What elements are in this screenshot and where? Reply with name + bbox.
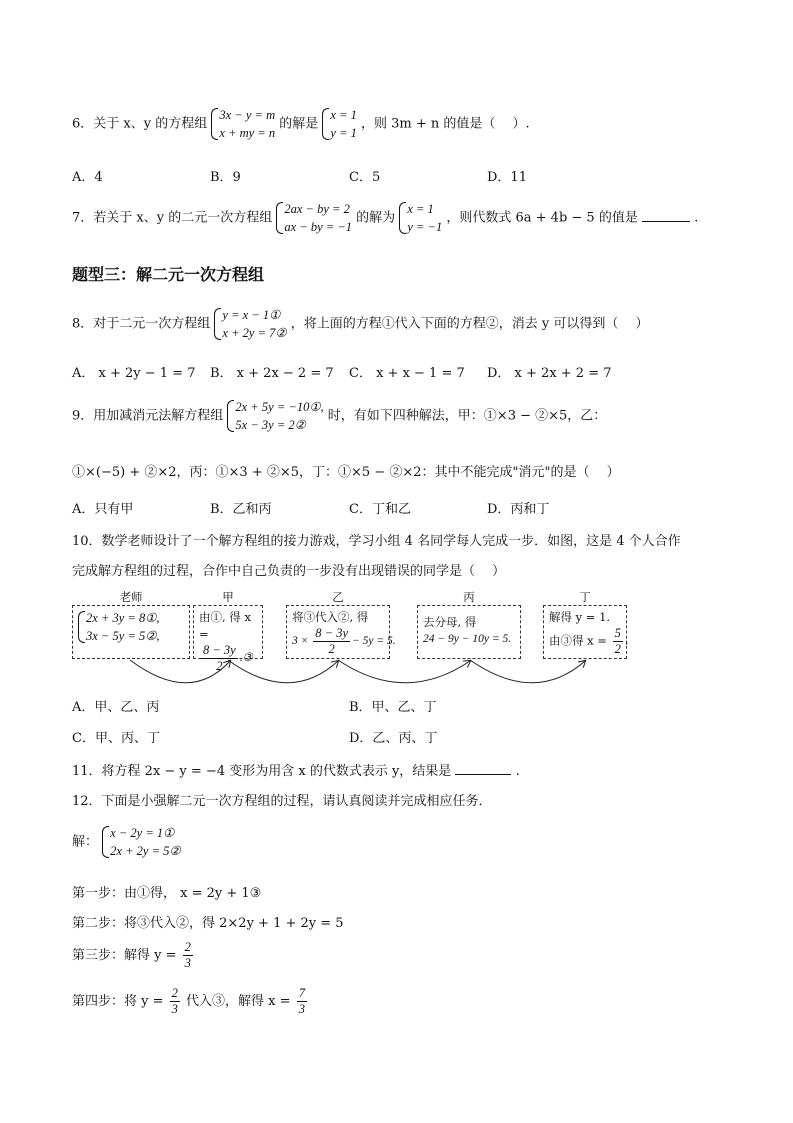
q12-step4-fraction-x (297, 986, 307, 1017)
yi-tail: − 5y = 5. (352, 635, 396, 648)
q6-option-b: B．9 (210, 170, 241, 185)
bing-line2: 24 − 9y − 10y = 5. (423, 633, 512, 645)
q12-step4-num2: 7 (298, 986, 305, 1000)
q12-step4 (72, 986, 309, 1017)
section-heading: 题型三：解二元一次方程组 (72, 265, 265, 284)
q12-step4-den: 3 (171, 1002, 178, 1016)
arrow-teacher-to-jia (130, 660, 230, 683)
q6-option-a: A．4 (72, 170, 103, 185)
q7-sol1: x = 1 (407, 202, 434, 216)
q9-option-d: D．丙和丁 (487, 502, 550, 517)
q10-line2: 完成解方程组的过程，合作中自己负责的一步没有出现错误的同学是（ ） (72, 564, 506, 579)
q7-eq2: ax − by = −1 (284, 220, 353, 234)
q9-line2: ①×(−5) + ②×2，丙：①×3 + ②×5，丁：①×5 − ②×2：其中不能完成"消元"的是（ ） (72, 465, 620, 480)
q12-step1: 第一步：由①得， x = 2y + 1③ (72, 886, 262, 901)
q6-eq2: x + my = n (219, 126, 276, 140)
arrow-bing-to-ding (470, 660, 585, 683)
q7-eq1: 2ax − by = 2 (284, 202, 350, 216)
box-label-jia: 甲 (222, 590, 234, 604)
q10-option-d: D．乙、丙、丁 (349, 731, 438, 746)
q9-eq1: 2x + 5y = −10①, (235, 400, 324, 414)
q8-suffix: ，将上面的方程①代入下面的方程②，消去 y 可以得到（ ） (290, 316, 649, 332)
q8-option-d: D． x + 2x + 2 = 7 (487, 366, 612, 381)
q7-prefix: 7．若关于 x、y 的二元一次方程组 (72, 210, 273, 226)
q7-mid: 的解为 (356, 210, 396, 226)
jia-frac-den: 2 (216, 659, 223, 673)
q10-line1: 10．数学老师设计了一个解方程组的接力游戏，学习小组 4 名同学每人完成一步．如图，这是 4 个人合作 (72, 534, 681, 549)
q8-option-c: C． x + x − 1 = 7 (349, 366, 465, 381)
q9-suffix: 时，有如下四种解法，甲：①×3 − ②×5，乙： (327, 408, 607, 424)
q6-option-d: D．11 (487, 170, 527, 185)
q12-solution (72, 824, 181, 860)
q12-text: 12．下面是小强解二元一次方程组的过程，请认真阅读并完成相应任务． (72, 794, 492, 809)
q6-suffix: ，则 3m + n 的值是（ ）. (361, 116, 530, 132)
q8-option-b: B． x + 2x − 2 = 7 (210, 366, 334, 381)
q11-end: . (515, 764, 520, 779)
q10-option-c: C．甲、丙、丁 (72, 731, 160, 746)
yi-line1: 将③代入②, 得 (292, 610, 369, 624)
q12-eq1: x − 2y = 1① (110, 826, 175, 840)
question-11 (72, 760, 520, 779)
yi-frac-den: 2 (328, 642, 335, 656)
q12-step4-num: 2 (171, 986, 178, 1000)
box-label-yi: 乙 (332, 590, 344, 604)
q9-prefix: 9．用加减消元法解方程组 (72, 408, 224, 424)
box-label-teacher: 老师 (119, 590, 143, 604)
q12-step3-fraction (183, 940, 193, 971)
q12-step3-num: 2 (184, 940, 191, 954)
teacher-eq2: 3x − 5y = 5②, (86, 629, 160, 643)
q11-answer-blank[interactable] (455, 762, 511, 775)
q12-step3 (72, 940, 195, 971)
box-label-bing: 丙 (463, 590, 475, 604)
q12-step4-mid: 代入③，解得 x = (186, 994, 291, 1009)
ding-tail: . (624, 633, 629, 648)
arrow-jia-to-yi (228, 660, 338, 683)
box-label-ding: 丁 (579, 590, 591, 604)
q6-sol1: x = 1 (330, 108, 357, 122)
q6-option-c: C．5 (349, 170, 381, 185)
q6-prefix: 6．关于 x、y 的方程组 (72, 116, 208, 132)
q10-option-a: A．甲、乙、丙 (72, 700, 160, 715)
q9-option-a: A．只有甲 (72, 502, 134, 517)
q11-text: 11．将方程 2x − y = −4 变形为用含 x 的代数式表示 y，结果是 (72, 764, 452, 779)
q10-option-b: B．甲、乙、丁 (349, 700, 437, 715)
q12-step4-pre: 第四步：将 y = (72, 994, 164, 1009)
teacher-eq1: 2x + 3y = 8①, (86, 611, 160, 625)
q12-step3-den: 3 (184, 956, 191, 970)
ding-frac-den: 2 (614, 642, 621, 656)
q12-step4-fraction-y (170, 986, 180, 1017)
q8-prefix: 8．对于二元一次方程组 (72, 316, 211, 332)
yi-frac-num: 8 − 3y (315, 626, 348, 640)
q9-eq2: 5x − 3y = 2② (235, 418, 306, 432)
q12-sol-label: 解： (72, 834, 99, 850)
q8-eq1: y = x − 1① (222, 308, 281, 322)
arrow-yi-to-bing (338, 660, 470, 683)
q9-option-c: C．丁和乙 (349, 502, 411, 517)
q7-sol2: y = −1 (407, 220, 443, 234)
jia-line1: 由①, 得 x = (199, 610, 251, 641)
q12-system (102, 824, 180, 860)
q9-option-b: B．乙和丙 (210, 502, 272, 517)
q8-eq2: x + 2y = 7② (222, 326, 287, 340)
ding-pre: 由③得 x = (549, 633, 607, 648)
q12-step3-pre: 第三步：解得 y = (72, 948, 177, 963)
q7-suffix: ，则代数式 6a + 4b − 5 的值是 (446, 210, 638, 226)
q6-sol2: y = 1 (330, 126, 357, 140)
q12-step4-den2: 3 (298, 1002, 305, 1016)
ding-line1: 解得 y = 1. (549, 610, 611, 624)
q12-eq2: 2x + 2y = 5② (110, 844, 181, 858)
q8-option-a: A． x + 2y − 1 = 7 (72, 366, 196, 381)
q12-step2: 第二步：将③代入②，得 2×2y + 1 + 2y = 5 (72, 916, 344, 931)
yi-pre: 3 × (292, 635, 309, 648)
q6-eq1: 3x − y = m (219, 108, 276, 122)
jia-frac-num: 8 − 3y (203, 643, 236, 657)
q7-end: . (694, 210, 699, 226)
jia-tail: .③ (239, 652, 253, 665)
ding-frac-num: 5 (614, 626, 621, 640)
bing-line1: 去分母, 得 (423, 615, 477, 629)
q6-mid: 的解是 (279, 116, 319, 132)
